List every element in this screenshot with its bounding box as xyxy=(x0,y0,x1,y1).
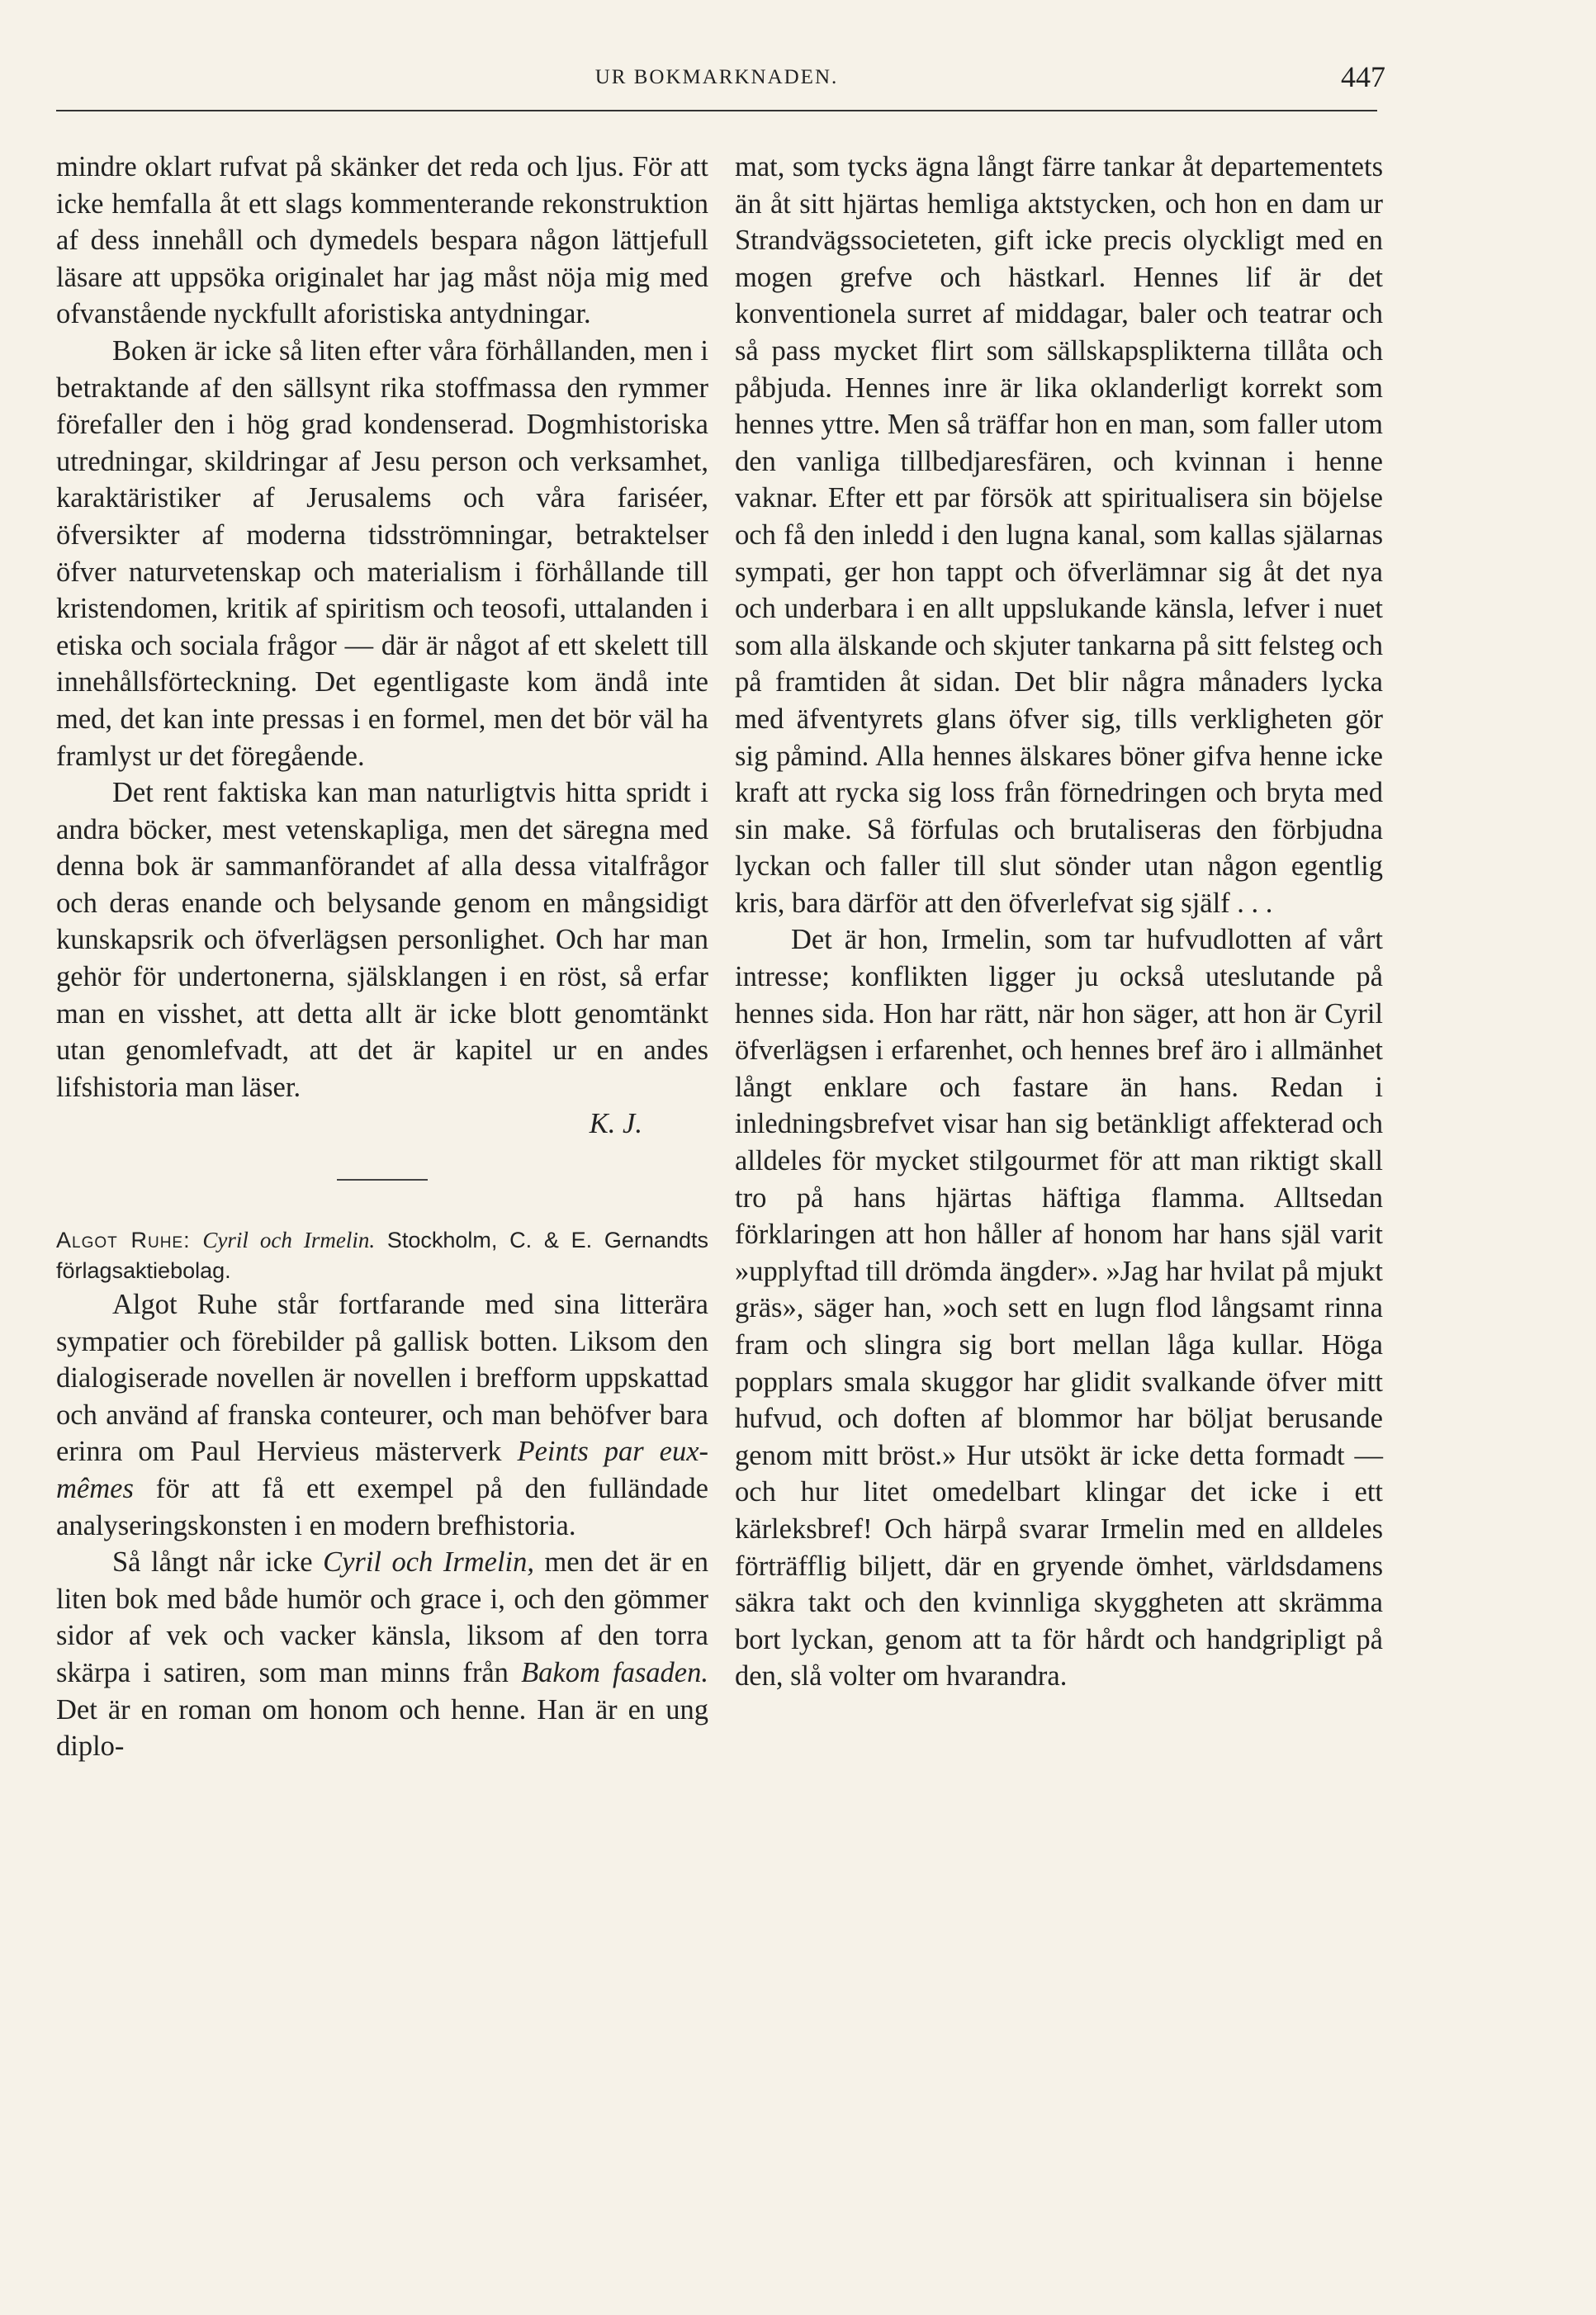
right-column xyxy=(735,149,1383,1695)
work-title-peints: Peints par eux-mêmes xyxy=(56,1436,708,1504)
left-paragraph-2: Boken är icke så liten efter våra förhållanden, men i betraktande af den sällsynt rika stoffmassa den rymmer förefaller den i hög grad kondenserad. Dogmhistoriska utredningar, skildringar af Jesu person och verksamhet, karaktäristiker af Jerusalems och våra fariséer, öfversikter af moderna tidsströmningar, betraktelser öfver naturvetenskap och materialism i förhållande till kristendomen, kritik af spiritism och teosofi, uttalanden i etiska och sociala frågor — där är något af ett skelett till innehållsförteckning. Det egentligaste kom ändå inte med, det kan inte pressas i en formel, men det bör väl ha framlyst ur det föregående. xyxy=(56,334,708,772)
right-paragraph-1: mat, som tycks ägna långt färre tankar åt departementets än åt sitt hjärtas hemliga aktstycken, och hon en dam ur Strandvägssocieteten, gift icke precis olyckligt med en mogen grefve och hästkarl. Hennes lif är det konventionela surret af middagar, baler och teatrar och så pass mycket flirt som sällskapsplikterna tillåta och påbjuda. Hennes inre är lika oklanderligt korrekt som hennes yttre. Men så träffar hon en man, som faller utom den vanliga tillbedjaresfären, och kvinnan i henne vaknar. Efter ett par försök att spiritualisera sin böjelse och få den inledd i den lugna kanal, som kallas själarnas sympati, ger hon tappt och öfverlämnar sig åt det nya och underbara i en allt uppslukande känsla, lefver i nuet som alla älskande och skjuter tankarna på sitt felsteg och på framtiden åt sidan. Det blir några månaders lycka med äfventyrets glans öfver sig, tills verkligheten gör sig påmind. Alla hennes älskares böner gifva henne icke kraft att rycka sig loss från förnedringen och bryta med sin make. Så förfulas och brutaliseras den förbjudna lyckan och faller till slut sönder utan någon egentlig kris, bara därför att den öfverlefvat sig själf . . . xyxy=(735,151,1383,919)
work-title-bakom: Bakom fasaden. xyxy=(521,1656,708,1688)
book-citation xyxy=(56,1225,708,1286)
review-signature: K. J. xyxy=(589,1108,642,1140)
citation-publisher: Stockholm, C. & E. Gernandts förlagsaktiebolag. xyxy=(56,1228,708,1284)
citation-title: Cyril och Irmelin. xyxy=(202,1228,376,1253)
work-title-cyril: Cyril och Irmelin, xyxy=(323,1546,535,1579)
right-paragraph-2: Det är hon, Irmelin, som tar hufvudlotten af vårt intresse; konflikten ligger ju också uteslutande på hennes sida. Hon har rätt, när hon säger, att hon är Cyril öfverlägsen i erfarenhet, och hennes bref äro i allmänhet långt enklare och fastare än hans. Redan i inledningsbrefvet visar han sig betänkligt affekterad och alldeles för mycket stilgourmet för att man riktigt skall tro på hans hjärtas häftiga flamma. Alltsedan förklaringen att hon håller af honom har hans själ varit »upplyftad till drömda ängder». »Jag har hvilat på mjukt gräs», säger han, »och sett en lugn flod långsamt rinna fram och slingra sig bort mellan låga kullar. Höga popplars smala skuggor har glidit svalkande öfver mitt hufvud, och doften af blommor har böljat berusande genom mitt bröst.» Hur utsökt är icke detta formadt — och hur litet omedelbart klingar det icke i ett kärleksbref! Och härpå svarar Irmelin med en alldeles förträfflig biljett, där en gryende ömhet, världsdamens säkra takt och den kvinnliga skyggheten att skrämma bort lyckan, genom att ta för hårdt och handgripligt på den, slå volter om hvarandra. xyxy=(735,924,1383,1692)
page-header xyxy=(56,60,1385,116)
section-divider xyxy=(337,1179,428,1181)
left-paragraph-1: mindre oklart rufvat på skänker det reda och ljus. För att icke hemfalla åt ett slags kommenterande rekonstruktion af dess innehåll och dymedels bespara någon lättjefull läsare att uppsöka originalet har jag måst nöja mig med ofvanstående nyckfullt aforistiska antydningar. xyxy=(56,151,708,330)
left-paragraph-5: Så långt når icke Cyril och Irmelin, men det är en liten bok med både humör och grace i, och den gömmer sidor af vek och vacker känsla, liksom af den torra skärpa i satiren, som man minns från Bakom fasaden. Det är en roman om honom och henne. Han är en ung diplo- xyxy=(56,1546,708,1763)
page-number: 447 xyxy=(1341,60,1385,93)
citation-author: Algot Ruhe: xyxy=(56,1228,191,1253)
left-column xyxy=(56,149,708,1765)
header-rule xyxy=(56,110,1377,111)
left-paragraph-4: Algot Ruhe står fortfarande med sina litterära sympatier och förebilder på gallisk botten. Liksom den dialogiserade novellen är novellen i brefform uppskattad och använd af franska conteurer, och man behöfver bara erinra om Paul Hervieus mästerverk Peints par eux-mêmes för att få ett exempel på den fulländade analyseringskonsten i en modern brefhistoria. xyxy=(56,1289,708,1541)
left-paragraph-3: Det rent faktiska kan man naturligtvis hitta spridt i andra böcker, mest vetenskapliga, men det säregna med denna bok är sammanförandet af alla dessa vitalfrågor och deras enande och belysande genom en mångsidigt kunskapsrik och öfverlägsen personlighet. Och har man gehör för undertonerna, själsklangen i en röst, så erfar man en visshet, att detta allt är icke blott genomtänkt utan genomlefvadt, att det är kapitel ur en andes lifshistoria man läser. xyxy=(56,777,708,1103)
running-title: UR BOKMARKNADEN. xyxy=(594,66,839,88)
